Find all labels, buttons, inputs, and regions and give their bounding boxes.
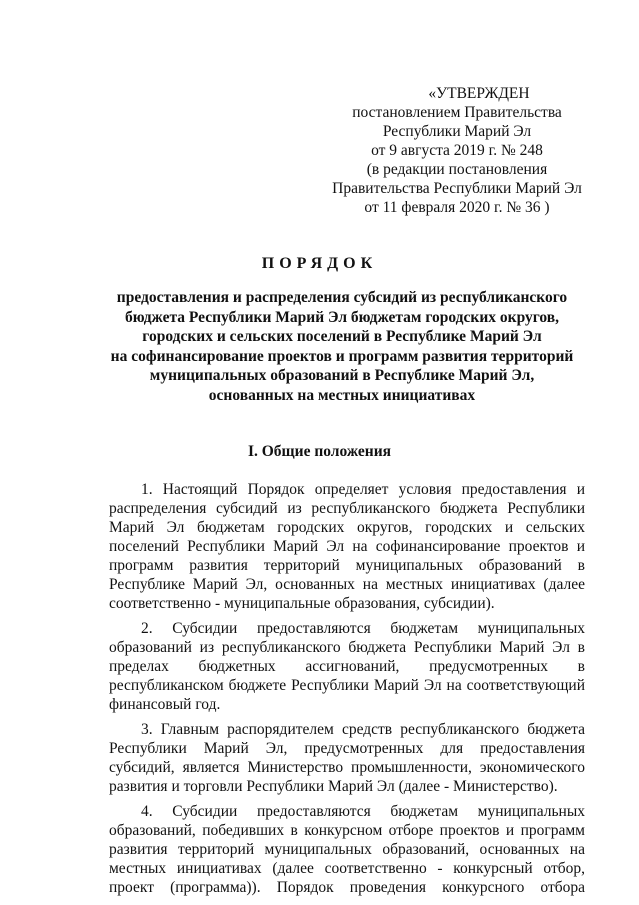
- approval-line: «УТВЕРЖДЕН: [428, 85, 530, 102]
- approval-line: от 9 августа 2019 г. № 248: [371, 142, 543, 159]
- subtitle-line: бюджета Республики Марий Эл бюджетам городских округов,: [124, 308, 559, 326]
- section-heading: I. Общие положения: [247, 443, 392, 460]
- approval-line: постановлением Правительства: [352, 104, 562, 121]
- approval-stamp: [325, 84, 589, 217]
- paragraph-4: 4. Субсидии предоставляются бюджетам муниципальных образований, победивших в конкурсном отборе проектов и программ развития территорий муниципальных образований, основанных на местных инициативах (далее соответственно - конкурсный отбор, проект (программа)). Порядок проведения конкурсного отбора: [109, 803, 585, 896]
- approval-line: (в редакции постановления: [366, 161, 548, 178]
- subtitle-line: основанных на местных инициативах: [208, 386, 476, 404]
- subtitle-line: муниципальных образований в Республике Марий Эл,: [149, 367, 535, 384]
- paragraph-2: 2. Субсидии предоставляются бюджетам муниципальных образований из республиканского бюджета Республики Марий Эл в пределах бюджетных ассигнований, предусмотренных в республиканском бюджете Республики Марий Эл на соответствующий финансовый год.: [109, 620, 585, 713]
- section-body: [109, 480, 585, 897]
- paragraph-1: 1. Настоящий Порядок определяет условия предоставления и распределения субсидий из республиканского бюджета Республики Марий Эл бюджетам городских округов, городских и сельских поселений Республики Марий Эл на софинансирование проектов и программ развития территорий муниципальных образований в Республике Марий Эл, основанных на местных инициативах (далее соответственно - муниципальные образования, субсидии).: [109, 481, 585, 612]
- subtitle-line: предоставления и распределения субсидий из республиканского: [116, 289, 568, 306]
- subtitle-line: на софинансирование проектов и программ развития территорий: [110, 347, 574, 365]
- document-title: ПОРЯДОК: [261, 255, 378, 272]
- approval-line: от 11 февраля 2020 г. № 36 ): [364, 199, 550, 216]
- paragraph-3: 3. Главным распорядителем средств республиканского бюджета Республики Марий Эл, предусмотренных для предоставления субсидий, является Министерство промышленности, экономического развития и торговли Республики Марий Эл (далее - Министерство).: [109, 721, 585, 795]
- approval-line: Правительства Республики Марий Эл: [332, 180, 582, 197]
- document-subtitle: [100, 288, 584, 405]
- approval-line: Республики Марий Эл: [382, 123, 532, 140]
- subtitle-line: городских и сельских поселений в Республике Марий Эл: [142, 328, 542, 345]
